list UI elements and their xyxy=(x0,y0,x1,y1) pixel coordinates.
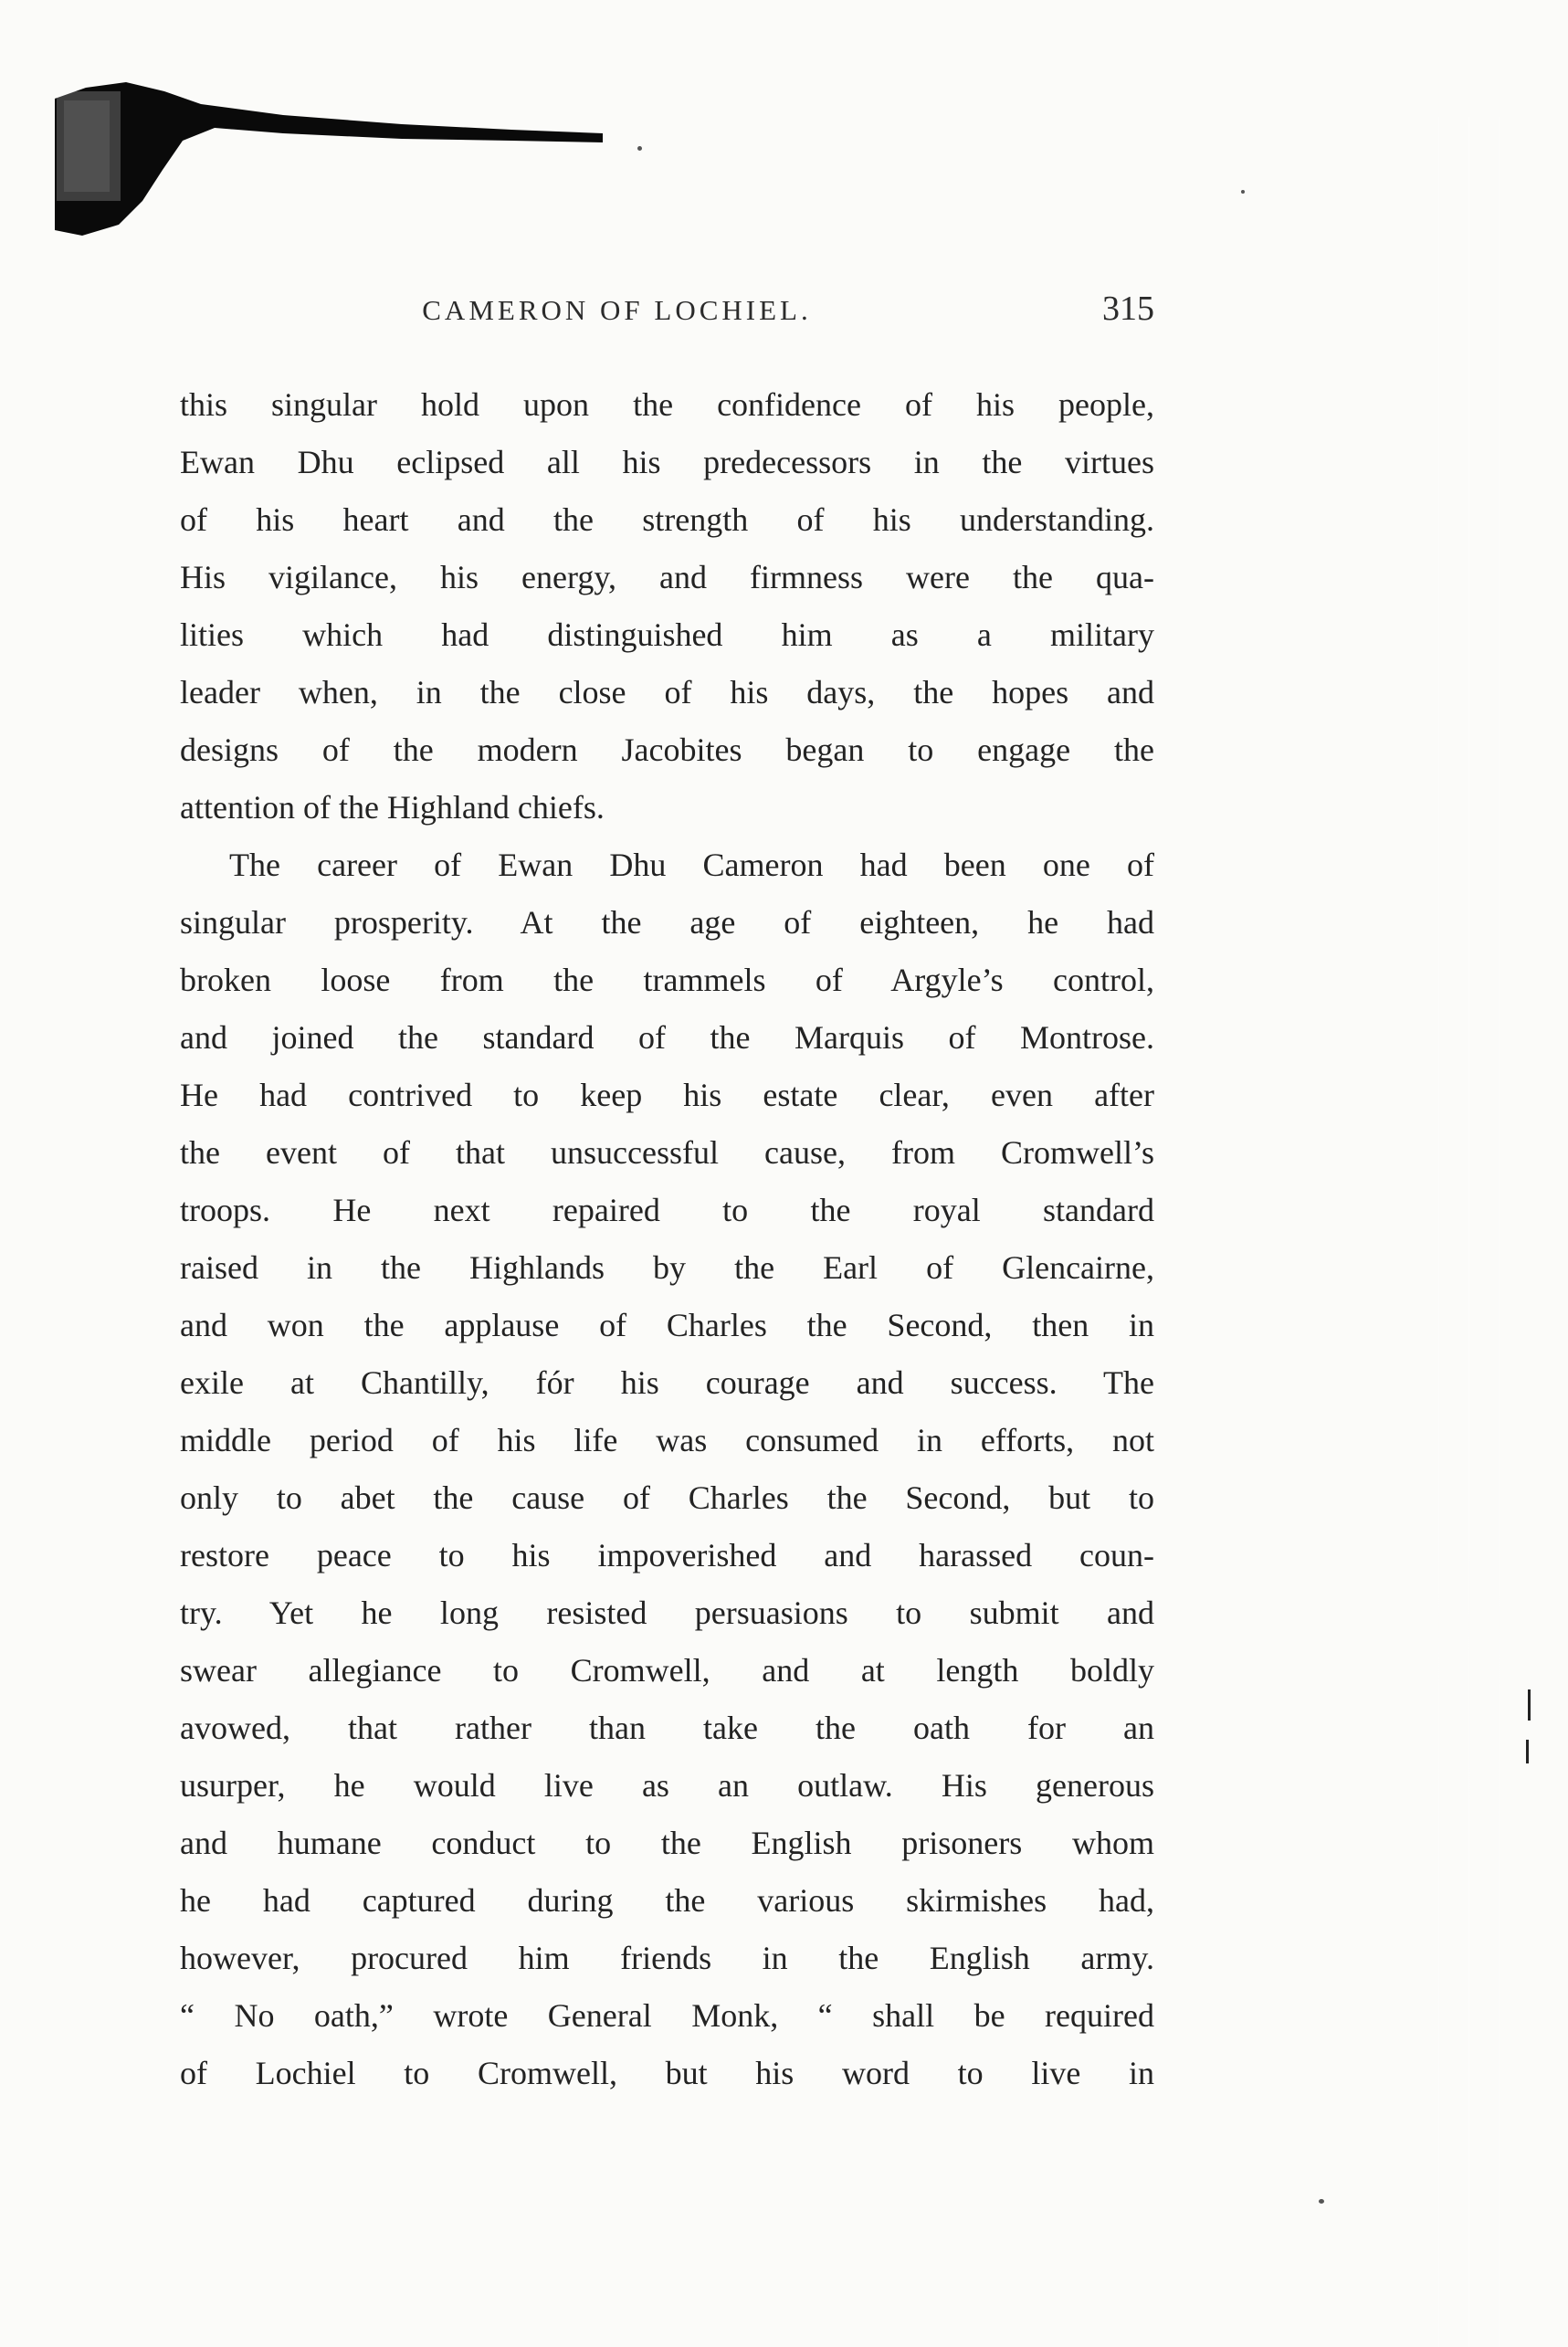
text-line: usurper, he would live as an outlaw. His generous xyxy=(180,1767,1154,1804)
text-line: His vigilance, his energy, and firmness were the qua- xyxy=(180,559,1154,595)
text-line: swear allegiance to Cromwell, and at length boldly xyxy=(180,1652,1154,1689)
paper-speck-2 xyxy=(1319,2199,1324,2204)
text-line: and humane conduct to the English prisoners whom xyxy=(180,1825,1154,1861)
text-line: he had captured during the various skirmishes had, xyxy=(180,1882,1154,1919)
text-line: only to abet the cause of Charles the Second, but to xyxy=(180,1479,1154,1516)
text-line: lities which had distinguished him as a military xyxy=(180,616,1154,653)
page-header xyxy=(180,289,1154,336)
text-line: troops. He next repaired to the royal standard xyxy=(180,1192,1154,1228)
text-line: try. Yet he long resisted persuasions to submit and xyxy=(180,1594,1154,1631)
text-line: of Lochiel to Cromwell, but his word to live in xyxy=(180,2055,1154,2091)
text-line: this singular hold upon the confidence of his people, xyxy=(180,386,1154,423)
text-line: and joined the standard of the Marquis of Montrose. xyxy=(180,1019,1154,1056)
paper-speck-1 xyxy=(637,146,642,151)
scan-gutter-tick-1 xyxy=(1528,1689,1531,1721)
body-text xyxy=(180,376,1154,2102)
text-line: middle period of his life was consumed in efforts, not xyxy=(180,1422,1154,1458)
scan-gutter-band xyxy=(1416,117,1521,2347)
text-line: restore peace to his impoverished and harassed coun- xyxy=(180,1537,1154,1573)
text-line: “ No oath,” wrote General Monk, “ shall be required xyxy=(180,1997,1154,2034)
text-line: and won the applause of Charles the Second, then in xyxy=(180,1307,1154,1343)
running-header-title: CAMERON OF LOCHIEL. xyxy=(422,294,812,326)
text-line: broken loose from the trammels of Argyle’s control, xyxy=(180,962,1154,998)
scan-smudge-top-left xyxy=(55,64,621,237)
text-line: designs of the modern Jacobites began to engage the xyxy=(180,731,1154,768)
text-line: leader when, in the close of his days, the hopes and xyxy=(180,674,1154,710)
page-number: 315 xyxy=(1102,289,1154,328)
text-line: The career of Ewan Dhu Cameron had been one of xyxy=(229,847,1154,883)
text-line: of his heart and the strength of his understanding. xyxy=(180,501,1154,538)
text-line: exile at Chantilly, fór his courage and success. The xyxy=(180,1364,1154,1401)
scan-gutter-tick-2 xyxy=(1526,1740,1529,1763)
text-line: He had contrived to keep his estate clear, even after xyxy=(180,1077,1154,1113)
text-line: avowed, that rather than take the oath for an xyxy=(180,1710,1154,1746)
text-line: however, procured him friends in the English army. xyxy=(180,1940,1154,1976)
text-line: Ewan Dhu eclipsed all his predecessors in the virtues xyxy=(180,444,1154,480)
scan-smudge-shape xyxy=(55,64,621,237)
text-line: attention of the Highland chiefs. xyxy=(180,789,605,826)
text-line: raised in the Highlands by the Earl of Glencairne, xyxy=(180,1249,1154,1286)
text-line: the event of that unsuccessful cause, from Cromwell’s xyxy=(180,1134,1154,1171)
paper-speck-3 xyxy=(1241,190,1245,194)
text-line: singular prosperity. At the age of eighteen, he had xyxy=(180,904,1154,941)
